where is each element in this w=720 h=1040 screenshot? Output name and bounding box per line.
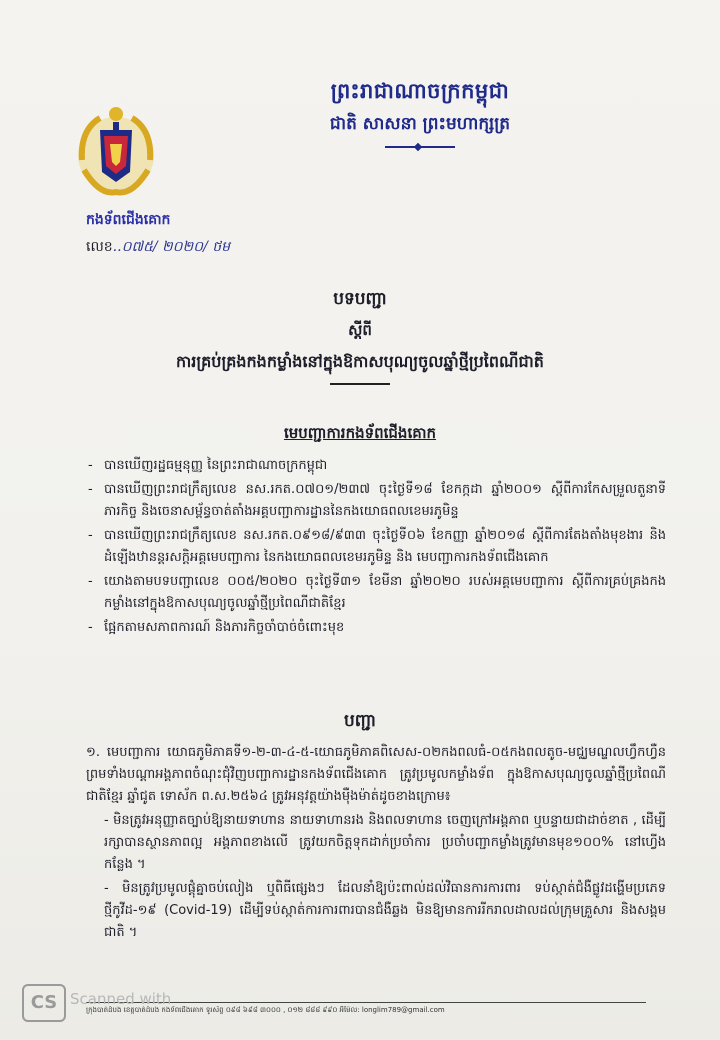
camscanner-logo-icon: CS <box>22 984 66 1022</box>
title-line-2: ស្តីពី <box>348 321 372 339</box>
list-item: - យោងតាមបទបញ្ជាលេខ ០០៥/២០២០ ចុះថ្ងៃទី៣១ ខែមីនា ឆ្នាំ២០២០ របស់អគ្គមេបញ្ជាការ ស្តីពីការគ្រប់គ្រងកងកម្លាំងនៅក្នុងឱកាសបុណ្យចូលឆ្នាំថ្មីប្រពៃណីជាតិខ្មែរ <box>86 571 666 615</box>
reference-value: ..០៧៥/ ២០២០/ ថម <box>112 239 231 255</box>
list-item: - បានឃើញរដ្ឋធម្មនុញ្ញ នៃព្រះរាជាណាចក្រកម្ពុជា <box>86 455 666 477</box>
royal-army-emblem <box>70 100 162 200</box>
footer-address: ក្រុងបាត់ដំបង ខេត្តបាត់ដំបង កងទ័ពជើងគោក ទូរស័ព្ទ ០៩៨ ៦៩៨ ៣០០០ , ០១២ ៨៨៨ ៩៩០ អ៊ីម៉ែល: longlim789@gmail.com <box>86 1006 445 1014</box>
issuer-block <box>86 210 230 258</box>
title-divider <box>330 383 390 385</box>
order-body <box>86 742 666 946</box>
kingdom-name: ព្រះរាជាណាចក្រកម្ពុជា <box>330 79 510 103</box>
scanner-watermark: Scanned with <box>70 990 172 1008</box>
list-item: - បានឃើញព្រះរាជក្រឹត្យលេខ នស.រកត.០៧០១/២៣៧ ចុះថ្ងៃទី១៨ ខែកក្កដា ឆ្នាំ២០០១ ស្តីពីការកែសម្រួលតួនាទីភារកិច្ច និងចេនាសម្ព័ន្ធចាត់តាំងអគ្គបញ្ជាការដ្ឋាននៃកងយោធពលខេមរភូមិន្ទ <box>86 479 666 523</box>
title-line-1: បទបញ្ជា <box>333 289 387 309</box>
order-paragraph-1: ១. មេបញ្ជាការ យោធភូមិភាគទី១-២-៣-៤-៥-យោធភូមិភាគពិសេស-០២កងពលធំ-០៥កងពលតូច-មជ្ឈមណ្ឌលហ្វឹកហ្វឺន ព្រមទាំងបណ្តាអង្គភាពចំណុះជុំវិញបញ្ជាការដ្ឋានកងទ័ពជើងគោក ត្រូវប្រមូលកម្លាំងទ័ព ក្នុងឱកាសបុណ្យចូលឆ្នាំថ្មីប្រពៃណីជាតិខ្មែរ ឆ្នាំជូត ទោស័ក ព.ស.២៥៦៤ ត្រូវអនុវត្តយ៉ាងម៉ឺងម៉ាត់ដូចខាងក្រោម៖ <box>86 745 666 804</box>
visa-heading: មេបញ្ជាការកងទ័ពជើងគោក <box>283 424 437 442</box>
order-heading: បញ្ជា <box>343 711 377 731</box>
order-paragraph-3: - មិនត្រូវប្រមូលផ្តុំគ្នាចប់លៀង ឬពិធីផ្សេងៗ ដែលនាំឱ្យប៉ះពាល់ដល់វិធានការការពារ ទប់ស្កាត់ជំងឺផ្លូវដង្ហើមប្រភេទថ្មីកូវីដ-១៩ (Covid-19) ដើម្បីទប់ស្កាត់ការការពារបានជំងឺឆ្លង មិនឱ្យមានការរីករាលដាលដល់ក្រុមគ្រួសារ និងសង្គមជាតិ ។ <box>104 881 666 940</box>
reference-number <box>86 237 230 258</box>
issuer-name: កងទ័ពជើងគោក <box>86 212 171 228</box>
header-ornament <box>385 146 455 148</box>
reference-label: លេខ <box>86 239 113 255</box>
visa-list <box>86 455 666 641</box>
title-line-3: ការគ្រប់គ្រងកងកម្លាំងនៅក្នុងឱកាសបុណ្យចូលឆ្នាំថ្មីប្រពៃណីជាតិ <box>176 352 544 371</box>
national-motto: ជាតិ សាសនា ព្រះមហាក្សត្រ <box>329 114 511 134</box>
list-item: - បានឃើញព្រះរាជក្រឹត្យលេខ នស.រកត.០៩១៨/៩៣៣ ចុះថ្ងៃទី០៦ ខែកញ្ញា ឆ្នាំ២០១៨ ស្តីពីការតែងតាំងមុខងារ និងដំឡើងឋានន្តរសក្តិអគ្គមេបញ្ជាការ នៃកងយោធពលខេមរភូមិន្ទ និង មេបញ្ជាការកងទ័ពជើងគោក <box>86 525 666 569</box>
order-paragraph-2: - មិនត្រូវអនុញ្ញាតច្បាប់ឱ្យនាយទាហាន នាយទាហានរង និងពលទាហាន ចេញក្រៅអង្គភាព ឬបន្ទាយជាដាច់ខាត , ដើម្បីរក្សាបានស្ថានភាពល្អ អង្គភាពខាងលើ ត្រូវយកចិត្តទុកដាក់ប្រចាំការ ប្រចាំបញ្ជាកម្លាំងត្រូវមានមុខ១០០% នៅហ្វើងកន្លែង ។ <box>104 813 666 872</box>
kingdom-header <box>220 78 620 148</box>
list-item: - ផ្អែកតាមសភាពការណ៍ និងភារកិច្ចចាំបាច់ចំពោះមុខ <box>86 617 666 639</box>
document-title <box>60 288 660 385</box>
